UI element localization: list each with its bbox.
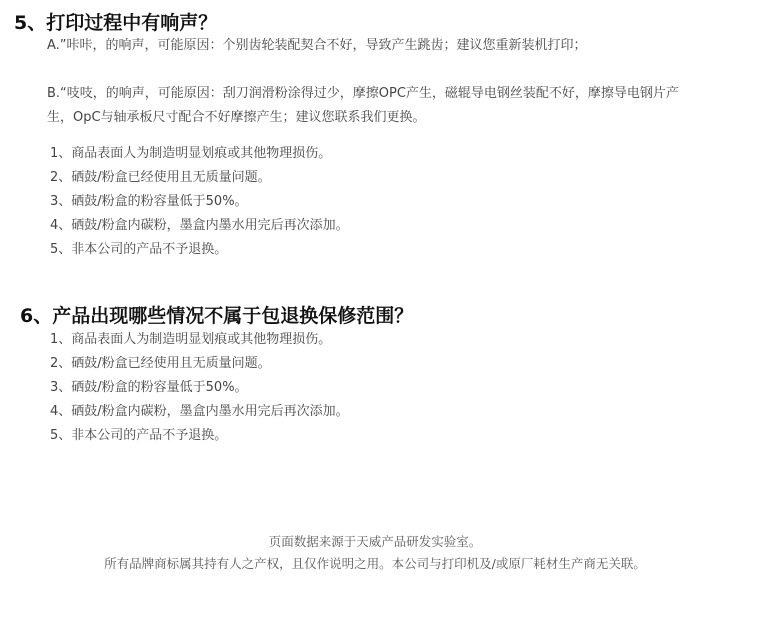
- list-item: 3、硒鼓/粉盒的粉容量低于50%。: [50, 194, 248, 209]
- list-item: 3、硒鼓/粉盒的粉容量低于50%。: [50, 380, 248, 395]
- section-6-list: [50, 328, 349, 448]
- list-item: 4、硒鼓/粉盒内碳粉，墨盒内墨水用完后再次添加。: [50, 218, 349, 233]
- list-item: 2、硒鼓/粉盒已经使用且无质量问题。: [50, 170, 271, 185]
- footer-source-note: 页面数据来源于天威产品研发实验室。: [268, 534, 482, 549]
- list-item: 5、非本公司的产品不予退换。: [50, 428, 228, 443]
- footer-trademark-note: 所有品牌商标属其持有人之产权，且仅作说明之用。本公司与打印机及/或原厂耗材生产商无关联。: [104, 556, 646, 571]
- section-5-list: [50, 142, 349, 262]
- list-item: 4、硒鼓/粉盒内碳粉，墨盒内墨水用完后再次添加。: [50, 404, 349, 419]
- list-item: 5、非本公司的产品不予退换。: [50, 242, 228, 257]
- section-5-paragraph-a: A.”咔咔，的响声，可能原因：个别齿轮装配契合不好，导致产生跳齿；建议您重新装机打印；: [47, 38, 587, 53]
- section-5-paragraph-b: B.“吱吱，的响声，可能原因：刮刀润滑粉涂得过少，摩擦OPC产生，磁辊导电钢丝装配不好，摩擦导电钢片产生，OpC与轴承板尺寸配合不好摩擦产生；建议您联系我们更换。: [47, 86, 679, 125]
- list-item: 1、商品表面人为制造明显划痕或其他物理损伤。: [50, 146, 332, 161]
- list-item: 1、商品表面人为制造明显划痕或其他物理损伤。: [50, 332, 332, 347]
- list-item: 2、硒鼓/粉盒已经使用且无质量问题。: [50, 356, 271, 371]
- section-6-heading: 6、产品出现哪些情况不属于包退换保修范围？: [20, 305, 414, 327]
- section-5-heading: 5、打印过程中有响声？: [14, 12, 218, 34]
